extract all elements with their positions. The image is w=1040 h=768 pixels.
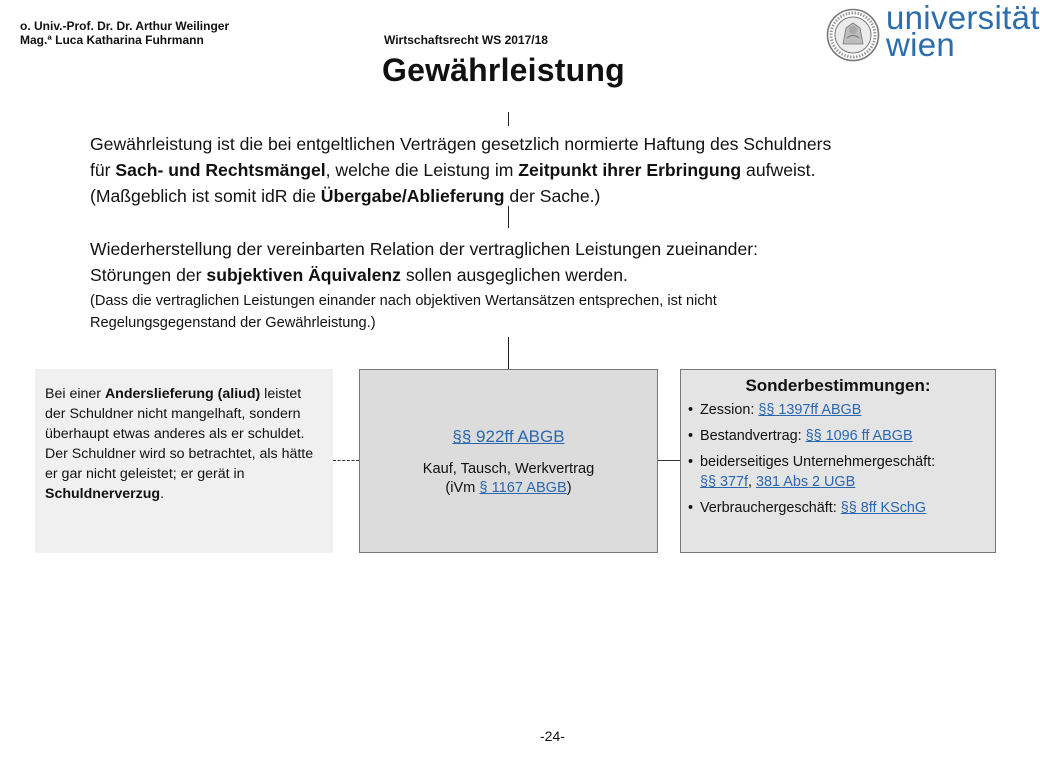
logo-text-line-1: universität <box>886 0 1040 36</box>
list-item-zession: • Zession: §§ 1397ff ABGB <box>688 402 862 418</box>
purpose-note-line-2: Regelungsgegenstand der Gewährleistung.) <box>90 315 376 331</box>
abgb-1167-link[interactable]: § 1167 ABGB <box>479 480 567 496</box>
emphasis-schuldnerverzug: Schuldnerverzug <box>45 486 161 502</box>
purpose-line-1: Wiederherstellung der vereinbarten Relation der vertraglichen Leistungen zueinander: <box>90 239 758 259</box>
list-item-unternehmergeschaeft: • beiderseitiges Unternehmergeschäft: §§ 377f, 381 Abs 2 UGB <box>688 454 936 490</box>
university-logo <box>886 0 1040 63</box>
abgb-922-link[interactable]: §§ 922ff ABGB <box>452 427 565 446</box>
emphasis-aliud: Anderslieferung (aliud) <box>104 386 261 402</box>
list-item-bestandvertrag: • Bestandvertrag: §§ 1096 ff ABGB <box>688 428 913 444</box>
kschg-link[interactable]: §§ 8ff KSchG <box>840 500 927 516</box>
purpose-paragraph <box>90 236 970 334</box>
page-title: Gewährleistung <box>382 52 625 88</box>
author-line-1: o. Univ.-Prof. Dr. Dr. Arthur Weilinger <box>20 19 230 33</box>
list-item-verbrauchergeschaeft: • Verbrauchergeschäft: §§ 8ff KSchG <box>688 500 927 516</box>
definition-line-3: (Maßgeblich ist somit idR die Übergabe/Ablieferung der Sache.) <box>90 186 601 206</box>
connector-line <box>508 112 509 126</box>
logo-text-line-2: wien <box>886 26 956 63</box>
emphasis-subjektive-aequivalenz: subjektiven Äquivalenz <box>206 265 401 285</box>
connector-line <box>508 337 509 369</box>
connector-line <box>508 206 509 228</box>
purpose-line-2: Störungen der subjektiven Äquivalenz sollen ausgeglichen werden. <box>90 265 628 285</box>
special-rules-box <box>680 369 996 553</box>
ugb-381-link[interactable]: 381 Abs 2 UGB <box>756 474 856 490</box>
emphasis-sach-rechtsmaengel: Sach- und Rechtsmängel <box>115 160 326 180</box>
zession-link[interactable]: §§ 1397ff ABGB <box>758 402 862 418</box>
bestandvertrag-link[interactable]: §§ 1096 ff ABGB <box>805 428 913 444</box>
definition-line-1: Gewährleistung ist die bei entgeltlichen Verträgen gesetzlich normierte Haftung des Schuldners <box>90 134 832 154</box>
course-label: Wirtschaftsrecht WS 2017/18 <box>384 33 548 47</box>
ugb-377f-link[interactable]: §§ 377f <box>700 474 749 490</box>
page-number: -24- <box>540 728 565 744</box>
aliud-box: Bei einer Anderslieferung (aliud) leistet der Schuldner nicht mangelhaft, sondern überhaupt etwas anderes als er schuldet. Der Schuldner wird so betrachtet, als hätte er gar nicht geleistet; er gerät in Schuldnerverzug. <box>35 369 333 553</box>
definition-paragraph <box>90 131 970 209</box>
emphasis-uebergabe: Übergabe/Ablieferung <box>320 186 505 206</box>
connector-line <box>658 460 680 461</box>
dashed-connector <box>333 460 359 461</box>
definition-line-2: für Sach- und Rechtsmängel, welche die Leistung im Zeitpunkt ihrer Erbringung aufweist. <box>90 160 816 180</box>
emphasis-zeitpunkt: Zeitpunkt ihrer Erbringung <box>518 160 742 180</box>
abgb-ivm-line: (iVm § 1167 ABGB) <box>445 480 572 496</box>
university-seal-icon <box>826 8 880 62</box>
abgb-contract-types: Kauf, Tausch, Werkvertrag <box>422 461 595 477</box>
abgb-box <box>359 369 658 553</box>
author-line-2: Mag.ª Luca Katharina Fuhrmann <box>20 33 204 47</box>
special-rules-heading: Sonderbestimmungen: <box>745 376 931 395</box>
purpose-note-line-1: (Dass die vertraglichen Leistungen einander nach objektiven Wertansätzen entsprechen, ist nicht <box>90 293 717 309</box>
